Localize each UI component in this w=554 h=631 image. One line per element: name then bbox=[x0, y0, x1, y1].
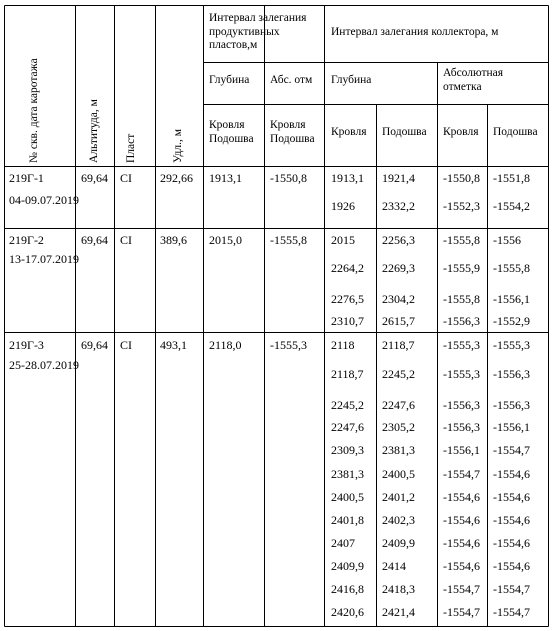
table-cell: 2269,3 bbox=[382, 261, 415, 275]
header-plast: Пласт bbox=[125, 133, 137, 163]
table-cell: 2305,2 bbox=[382, 420, 415, 434]
header-abs-krovlya: Кровля bbox=[443, 126, 479, 138]
table-cell: 2118 bbox=[331, 338, 355, 352]
table-cell: 2245,2 bbox=[382, 367, 415, 381]
well-prod-abs: -1555,8 bbox=[270, 233, 307, 247]
table-cell: -1555,3 bbox=[443, 367, 480, 381]
table-cell: -1556,1 bbox=[443, 443, 480, 457]
table-cell: 2276,5 bbox=[331, 292, 364, 306]
well-plast: CI bbox=[120, 171, 132, 185]
table-cell: 2332,2 bbox=[382, 199, 415, 213]
well-date: 04-09.07.2019 bbox=[9, 193, 79, 207]
table-cell: -1556,3 bbox=[443, 398, 480, 412]
header-coll-krovlya: Кровля bbox=[331, 126, 367, 138]
well-plast: CI bbox=[120, 233, 132, 247]
table-cell: 2118,7 bbox=[331, 367, 364, 381]
table-cell: 2247,6 bbox=[331, 420, 364, 434]
table-cell: 2409,9 bbox=[331, 559, 364, 573]
table-cell: -1554,6 bbox=[443, 536, 480, 550]
table-cell: -1551,8 bbox=[493, 171, 530, 185]
table-cell: 2400,5 bbox=[382, 467, 415, 481]
header-prod-krovlya-podoshva: Кровля Подошва bbox=[209, 119, 254, 145]
table-cell: 2615,7 bbox=[382, 314, 415, 328]
table-cell: -1556,3 bbox=[493, 367, 530, 381]
well-plast: CI bbox=[120, 338, 132, 352]
table-cell: 2407 bbox=[331, 536, 355, 550]
table-cell: 2381,3 bbox=[331, 467, 364, 481]
table-cell: -1552,3 bbox=[443, 199, 480, 213]
header-abs-podoshva: Подошва bbox=[493, 126, 538, 138]
table-cell: 1921,4 bbox=[382, 171, 415, 185]
table-cell: 2401,8 bbox=[331, 513, 364, 527]
table-cell: 2015 bbox=[331, 233, 355, 247]
header-prod-abs-krovlya-podoshva: Кровля Подошва bbox=[270, 119, 315, 145]
table-cell: 2245,2 bbox=[331, 398, 364, 412]
table-cell: -1554,7 bbox=[443, 467, 480, 481]
header-udl: Удл., м bbox=[172, 128, 184, 163]
table-cell: -1554,6 bbox=[493, 536, 530, 550]
header-coll-interval: Интервал залегания коллектора, м bbox=[331, 26, 499, 38]
table-cell: -1552,9 bbox=[493, 314, 530, 328]
table-cell: 2414 bbox=[382, 559, 406, 573]
table-cell: -1556 bbox=[493, 233, 521, 247]
table-cell: -1555,8 bbox=[443, 292, 480, 306]
well-name: 219Г-2 bbox=[9, 233, 44, 247]
table-cell: -1554,7 bbox=[443, 582, 480, 596]
well-name: 219Г-1 bbox=[9, 171, 44, 185]
table-cell: 1926 bbox=[331, 199, 355, 213]
table-cell: 2304,2 bbox=[382, 292, 415, 306]
header-altitude: Альтитуда, м bbox=[88, 99, 100, 163]
table-cell: 2310,7 bbox=[331, 314, 364, 328]
table-cell: -1554,7 bbox=[493, 582, 530, 596]
table-cell: -1555,8 bbox=[443, 233, 480, 247]
table-cell: -1554,6 bbox=[493, 513, 530, 527]
well-udl: 493,1 bbox=[160, 338, 187, 352]
well-udl: 292,66 bbox=[160, 171, 193, 185]
table-cell: -1554,6 bbox=[493, 490, 530, 504]
well-prod-depth: 2118,0 bbox=[209, 338, 242, 352]
table-cell: -1554,6 bbox=[493, 559, 530, 573]
table-cell: 2402,3 bbox=[382, 513, 415, 527]
header-prod-depth: Глубина bbox=[209, 74, 250, 86]
table-cell: 2409,9 bbox=[382, 536, 415, 550]
header-prod-abs: Абс. отм bbox=[270, 74, 313, 86]
table-cell: -1554,7 bbox=[443, 605, 480, 619]
table-cell: -1555,9 bbox=[443, 261, 480, 275]
table-cell: -1554,7 bbox=[493, 443, 530, 457]
well-name: 219Г-3 bbox=[9, 338, 44, 352]
table-cell: -1554,6 bbox=[443, 559, 480, 573]
table-cell: -1556,3 bbox=[443, 314, 480, 328]
table-cell: 2400,5 bbox=[331, 490, 364, 504]
table-cell: 2421,4 bbox=[382, 605, 415, 619]
well-udl: 389,6 bbox=[160, 233, 187, 247]
table-cell: 2309,3 bbox=[331, 443, 364, 457]
well-prod-abs: -1550,8 bbox=[270, 171, 307, 185]
table-cell: -1555,3 bbox=[493, 338, 530, 352]
well-prod-abs: -1555,3 bbox=[270, 338, 307, 352]
table-cell: -1556,1 bbox=[493, 292, 530, 306]
well-date: 25-28.07.2019 bbox=[9, 358, 79, 372]
header-coll-abs: Абсолютная отметка bbox=[443, 67, 504, 93]
table-cell: -1554,7 bbox=[493, 605, 530, 619]
table-cell: 2256,3 bbox=[382, 233, 415, 247]
table-cell: -1556,1 bbox=[493, 420, 530, 434]
table-cell: 2118,7 bbox=[382, 338, 415, 352]
table-cell: 2420,6 bbox=[331, 605, 364, 619]
table-cell: -1554,6 bbox=[493, 467, 530, 481]
table-cell: -1555,8 bbox=[493, 261, 530, 275]
header-coll-depth: Глубина bbox=[331, 74, 372, 86]
table-cell: 1913,1 bbox=[331, 171, 364, 185]
table-cell: -1550,8 bbox=[443, 171, 480, 185]
well-altitude: 69,64 bbox=[81, 233, 108, 247]
table-cell: -1554,6 bbox=[443, 513, 480, 527]
well-date: 13-17.07.2019 bbox=[9, 252, 79, 266]
table-cell: 2401,2 bbox=[382, 490, 415, 504]
well-prod-depth: 2015,0 bbox=[209, 233, 242, 247]
table-cell: 2247,6 bbox=[382, 398, 415, 412]
table-cell: 2381,3 bbox=[382, 443, 415, 457]
table-cell: -1554,2 bbox=[493, 199, 530, 213]
table-cell: 2418,3 bbox=[382, 582, 415, 596]
well-prod-depth: 1913,1 bbox=[209, 171, 242, 185]
table-cell: -1556,3 bbox=[443, 420, 480, 434]
header-coll-podoshva: Подошва bbox=[382, 126, 427, 138]
table-cell: -1554,6 bbox=[443, 490, 480, 504]
table-cell: -1555,3 bbox=[443, 338, 480, 352]
header-prod-interval: Интервал залегания продуктивных пластов,м bbox=[209, 12, 307, 51]
well-altitude: 69,64 bbox=[81, 338, 108, 352]
table-cell: 2264,2 bbox=[331, 261, 364, 275]
well-altitude: 69,64 bbox=[81, 171, 108, 185]
table-cell: -1556,3 bbox=[493, 398, 530, 412]
table-cell: 2416,8 bbox=[331, 582, 364, 596]
header-well-date: № скв. дата каротажа bbox=[28, 58, 40, 163]
